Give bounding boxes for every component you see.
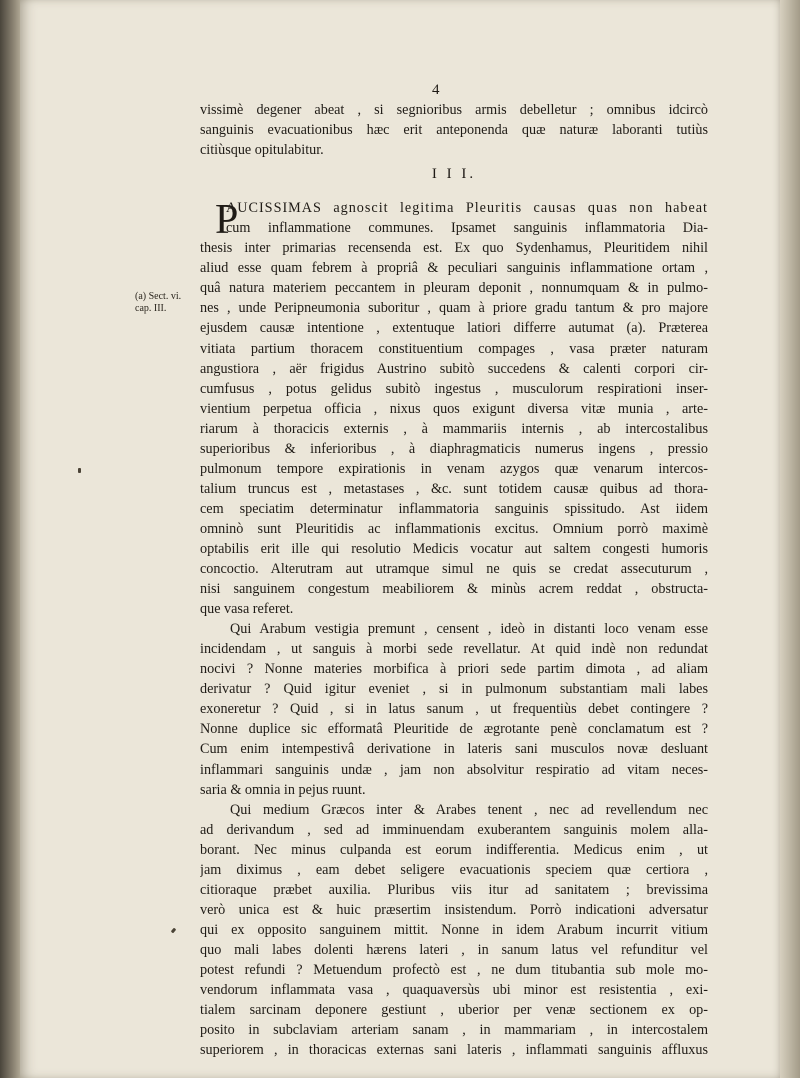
text-line: cumfusus , potus gelidus subitò ingestus , musculorum respirationi inser- — [200, 380, 708, 397]
text-line: Qui Arabum vestigia premunt , censent , ideò in distanti loco venam esse — [230, 621, 708, 638]
text-line: aliud esse quam febrem à propriâ & peculiari sanguinis inflammatione ortam , — [200, 260, 708, 277]
text-line: superioribus & inferioribus , à diaphragmaticis numerus ingens , pressio — [200, 440, 708, 457]
text-line: saria & omnia in pejus ruunt. — [200, 781, 366, 798]
text-line: inflammari sanguinis undæ , jam non absolvitur respiratio ad vitam neces- — [200, 761, 708, 778]
text-line: cem speciatim determinatur inflammatoria sanguinis spissitudo. Ast iidem — [200, 500, 708, 517]
text-line: vitiata partium thoracem constituentium compages , vasa præter naturam — [200, 340, 708, 357]
text-line: Qui medium Græcos inter & Arabes tenent , nec ad revellendum nec — [230, 801, 708, 818]
text-line: derivatur ? Quid igitur eveniet , si in pulmonum substantiam mali labes — [200, 681, 708, 698]
text-line: concoctio. Alterutram aut utramque simul ne quis se credat assecuturum , — [200, 561, 708, 578]
text-line: potest refundi ? Metuendum profectò est , ne dum titubantia sub mole mo- — [200, 961, 708, 978]
body-text — [200, 100, 708, 1060]
text-line: pulmonum tempore expirationis in venam azygos quæ venarum intercos- — [200, 460, 708, 477]
text-line: superiorem , in thoracicas externas sani lateris , inflammati sanguinis affluxus — [200, 1042, 708, 1059]
margin-note-line: (a) Sect. vi. — [135, 291, 182, 302]
text-line: citiùsque opitulabitur. — [200, 142, 324, 159]
text-line: sanguinis evacuationibus hæc erit anteponenda quæ naturæ laboranti tutiùs — [200, 122, 708, 139]
text-line: borant. Nec minus culpanda est eorum indifferentia. Medicus enim , ut — [200, 841, 708, 858]
text-line: angustiora , aër frigidus Austrino subitò succedens & calenti corpori cir- — [200, 360, 708, 377]
text-line: tialem sarcinam deponere gestiunt , uberior per venæ sectionem ex op- — [200, 1002, 708, 1019]
text-line: ad derivandum , sed ad imminuendam exuberantem sanguinis molem alla- — [200, 821, 708, 838]
text-line: ejusdem causæ intentione , extentuque latiori differre autumat (a). Præterea — [200, 320, 708, 337]
paragraph-0 — [200, 100, 708, 160]
paragraph-1 — [200, 198, 708, 619]
paragraph-2 — [200, 619, 708, 799]
text-line: nocivi ? Nonne materies morbifica à priori sede partim dimota , ad aliam — [200, 661, 708, 678]
drop-cap: P — [215, 197, 239, 244]
text-line: riarum à thoracicis externis , à mammariis internis , ab intercostalibus — [200, 420, 708, 437]
text-line: quâ natura materiem peccantem in pleuram deponit , nonnumquam & in pulmo- — [200, 280, 708, 297]
text-line: posito in subclaviam arteriam sanam , in mammariam , in intercostalem — [200, 1022, 708, 1039]
text-line: Cum enim intempestivâ derivatione in lateris sani musculos novæ desluant — [200, 741, 708, 758]
paper-speck — [78, 468, 81, 473]
text-line: AUCISSIMAS agnoscit legitima Pleuritis causas quas non habeat — [226, 200, 708, 217]
text-line: vendorum inflammata vasa , quaquaversùs ubi minor est resistentia , exi- — [200, 982, 708, 999]
paragraph-3 — [200, 800, 708, 1061]
text-line: incidendam , ut sanguis à morbi sede revellatur. At quid indè non redundat — [200, 641, 708, 658]
text-line: nes , unde Peripneumonia suboritur , quam à priore gradu tantum & pro majore — [200, 300, 708, 317]
text-line: vissimè degener abeat , si segnioribus armis debelletur ; omnibus idcircò — [200, 102, 708, 118]
section-heading: I I I. — [431, 166, 477, 183]
text-line: jam diximus , eam debet seligere evacuationis speciem quæ certiora , — [200, 861, 708, 878]
text-line: cum inflammatione communes. Ipsamet sanguinis inflammatoria Dia- — [226, 220, 708, 237]
text-line: Nonne duplice sic efformatâ Pleuritide de ægrotante penè conclamatum est ? — [200, 721, 708, 738]
text-line: que vasa referet. — [200, 601, 294, 618]
margin-note-line: cap. III. — [135, 303, 167, 314]
text-line: verò unica est & huic præsertim insistendum. Porrò indicationi adversatur — [200, 901, 708, 918]
text-line: quo mali labes dolenti hærens lateri , in sanum latus vel refunditur vel — [200, 941, 708, 958]
text-line: vientium perpetua officia , nixus quos exigunt diversa vitæ munia , arte- — [200, 400, 708, 417]
book-binding-edge — [0, 0, 22, 1078]
text-line: optabilis erit ille qui resolutio Medicis vocatur aut saltem congesti humoris — [200, 540, 708, 557]
text-line: citioraque præbet auxilia. Pluribus viis itur ad sanitatem ; brevissima — [200, 881, 708, 898]
adjacent-page-edge — [780, 0, 800, 1078]
text-line: exoneretur ? Quid , si in latus sanum , ut frequentiùs debet contingere ? — [200, 701, 708, 718]
text-line: talium truncus est , metastases , &c. sunt totidem causæ quibus ad thora- — [200, 480, 708, 497]
text-line: nisi sanguinem congestum meabiliorem & minùs acrem reddat , obstructa- — [200, 581, 708, 598]
text-line: thesis inter primarias recensenda est. Ex quo Sydenhamus, Pleuritidem nihil — [200, 240, 708, 257]
page-number: 4 — [432, 82, 440, 98]
text-line: omninò sunt Pleuritidis ac inflammationis excitus. Omnium porrò maximè — [200, 520, 708, 537]
margin-note — [135, 291, 199, 315]
text-line: qui ex opposito sanguinem mittit. Nonne in idem Arabum incurrit vitium — [200, 921, 708, 938]
